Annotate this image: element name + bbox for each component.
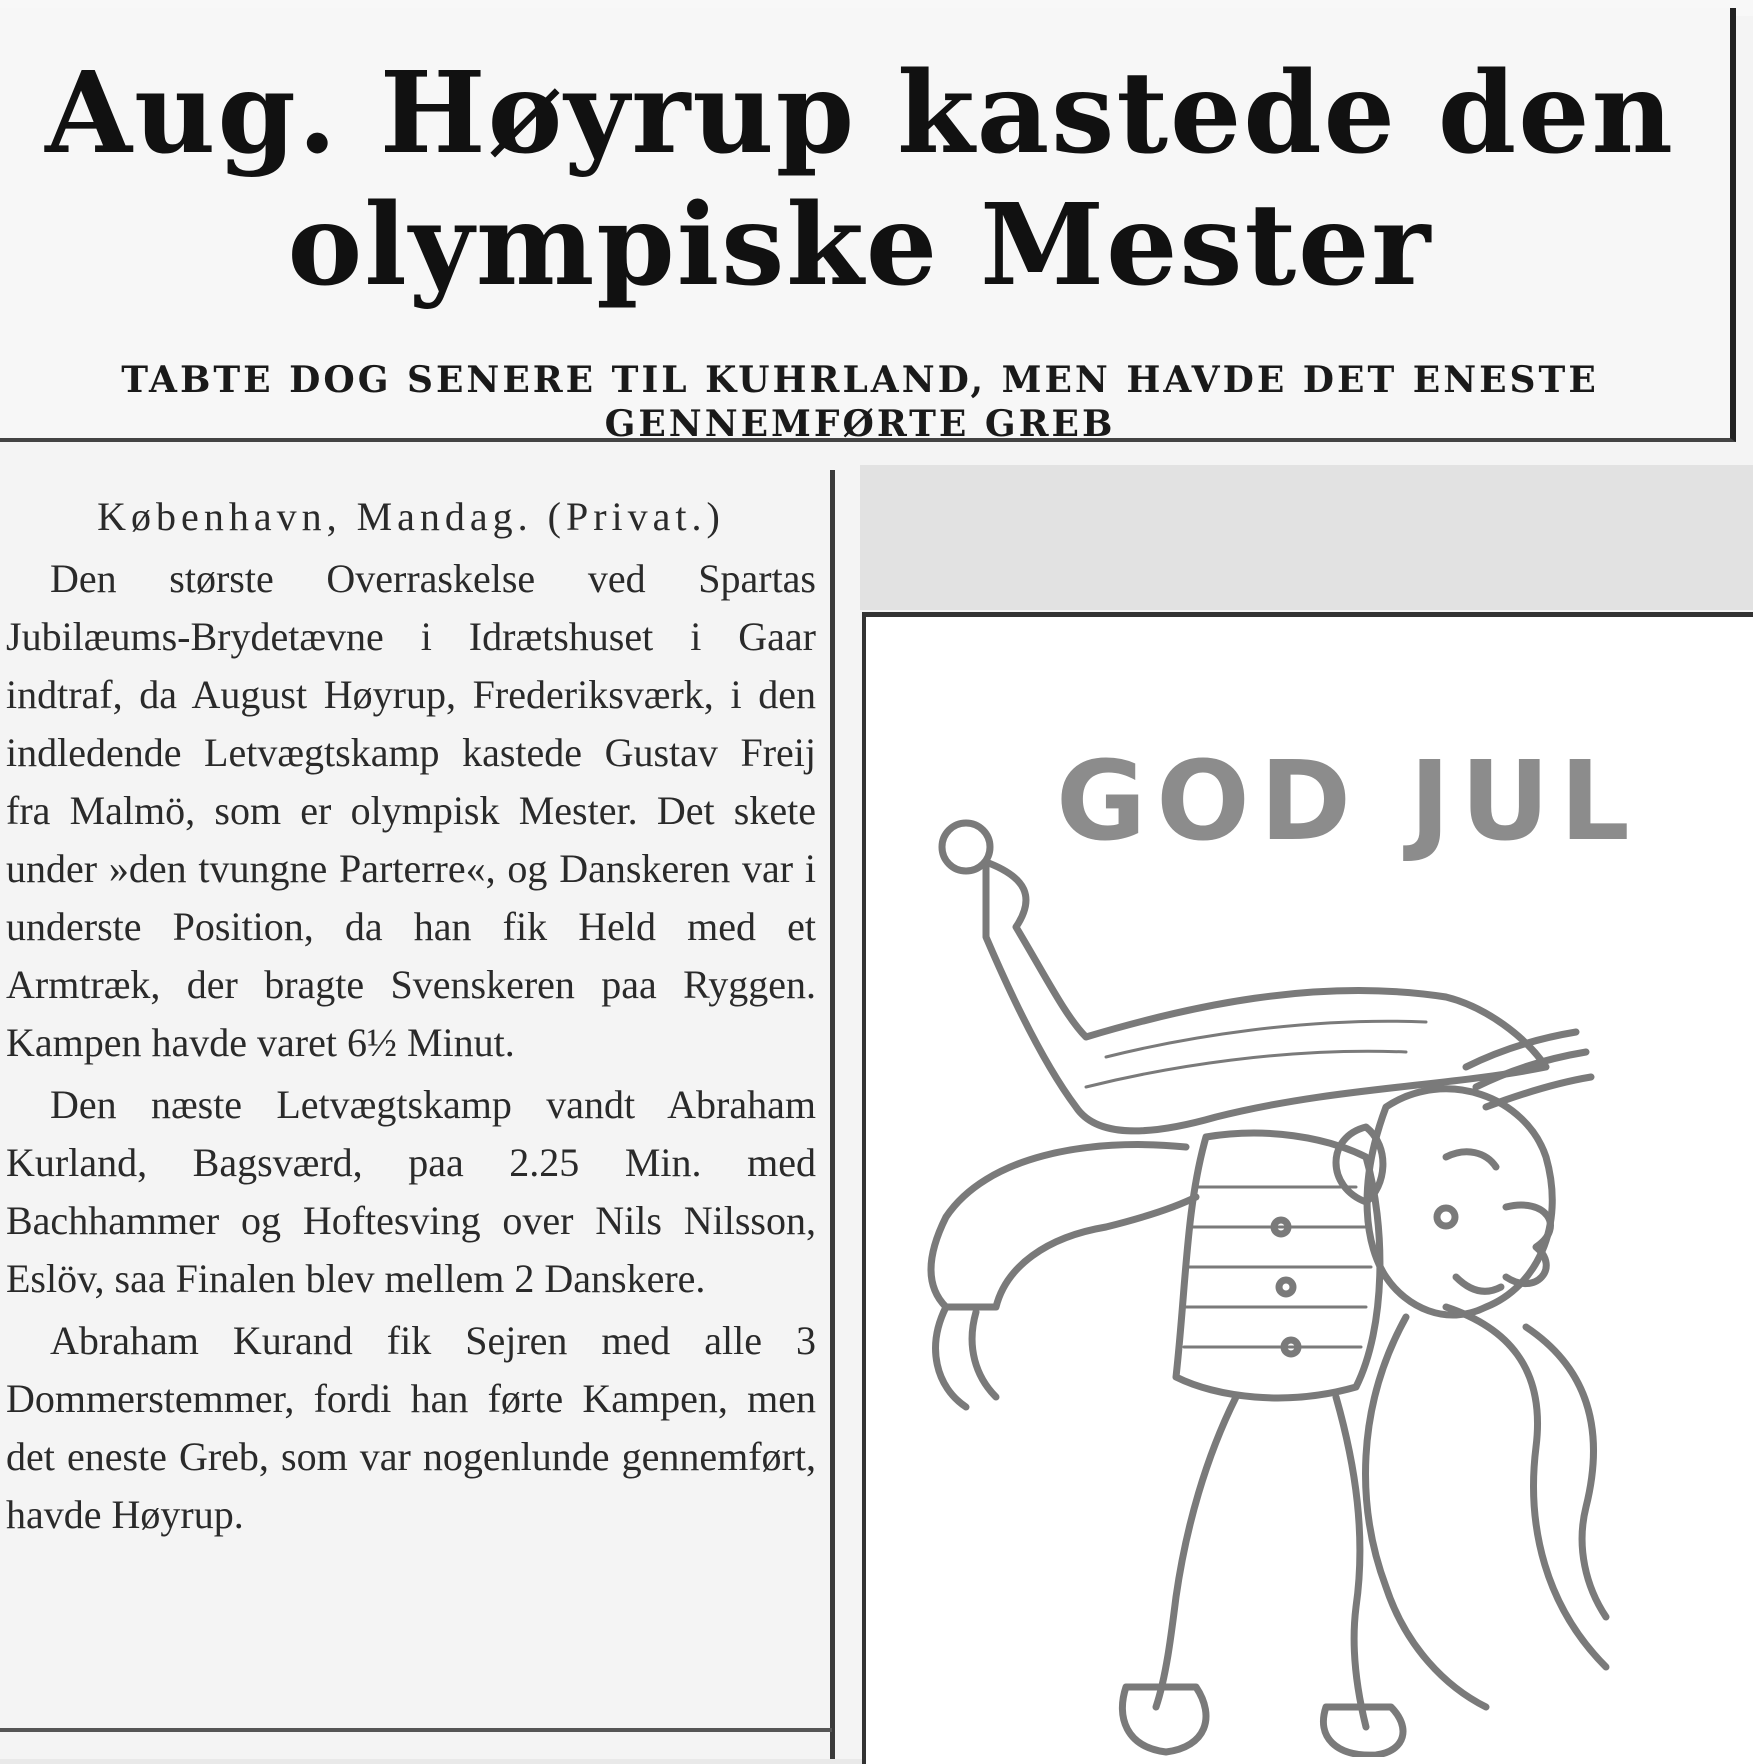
greeting-text: GOD JUL bbox=[1056, 737, 1640, 865]
subheadline bbox=[20, 358, 1700, 446]
left-arm bbox=[931, 1145, 1196, 1307]
article-column bbox=[6, 488, 816, 1728]
eyebrow bbox=[1446, 1152, 1496, 1167]
eye bbox=[1437, 1208, 1455, 1226]
blank-area bbox=[860, 465, 1753, 610]
article-paragraph-1: Den største Overraskelse ved Spartas Jubilæums-Brydetævne i Idrætshuset i Gaar indtraf, da August Høyrup, Frederiksværk, i den indledende Letvægtskamp kastede Gustav Freij fra Malmö, som er olympisk Mester. Det skete under »den tvungne Parterre«, og Danskeren var i underste Position, da han fik Held med et Armtræk, der bragte Svenskeren paa Ryggen. Kampen havde varet 6½ Minut. bbox=[6, 556, 816, 1065]
hat-texture bbox=[1086, 1021, 1426, 1087]
jacket-button-2 bbox=[1279, 1280, 1293, 1294]
headline-line-2: olympiske Mester bbox=[287, 180, 1433, 311]
article-paragraph-3: Abraham Kurand fik Sejren med alle 3 Dommerstemmer, fordi han førte Kampen, men det eneste Greb, som var nogenlunde gennemført, havde Høyrup. bbox=[6, 1318, 816, 1537]
headline-line-1: Aug. Høyrup kastede den bbox=[45, 48, 1675, 179]
article-bottom-rule bbox=[0, 1728, 832, 1732]
jacket-lines bbox=[1184, 1187, 1371, 1347]
subheadline-line-1: TABTE DOG SENERE TIL KUHRLAND, MEN HAVDE DET ENESTE bbox=[121, 359, 1599, 401]
headline bbox=[0, 48, 1720, 312]
article-paragraph-2: Den næste Letvægtskamp vandt Abraham Kurland, Bagsværd, paa 2.25 Min. med Bachhammer og Hoftesving over Nils Nilsson, Eslöv, saa Finalen blev mellem 2 Danskere. bbox=[6, 1082, 816, 1301]
right-leg bbox=[1336, 1397, 1366, 1727]
left-hand bbox=[936, 1307, 996, 1407]
right-arm bbox=[1526, 1327, 1606, 1617]
article-dateline: København, Mandag. (Privat.) bbox=[97, 494, 725, 539]
jacket bbox=[1176, 1133, 1380, 1398]
column-rule bbox=[830, 470, 835, 1759]
headline-box bbox=[0, 8, 1736, 445]
subheadline-line-2: GENNEMFØRTE GREB bbox=[604, 403, 1116, 445]
left-boot bbox=[1122, 1687, 1206, 1752]
gnome-illustration bbox=[886, 807, 1746, 1757]
left-leg bbox=[1156, 1397, 1236, 1707]
mouth bbox=[1456, 1277, 1501, 1291]
christmas-card bbox=[862, 612, 1753, 1764]
